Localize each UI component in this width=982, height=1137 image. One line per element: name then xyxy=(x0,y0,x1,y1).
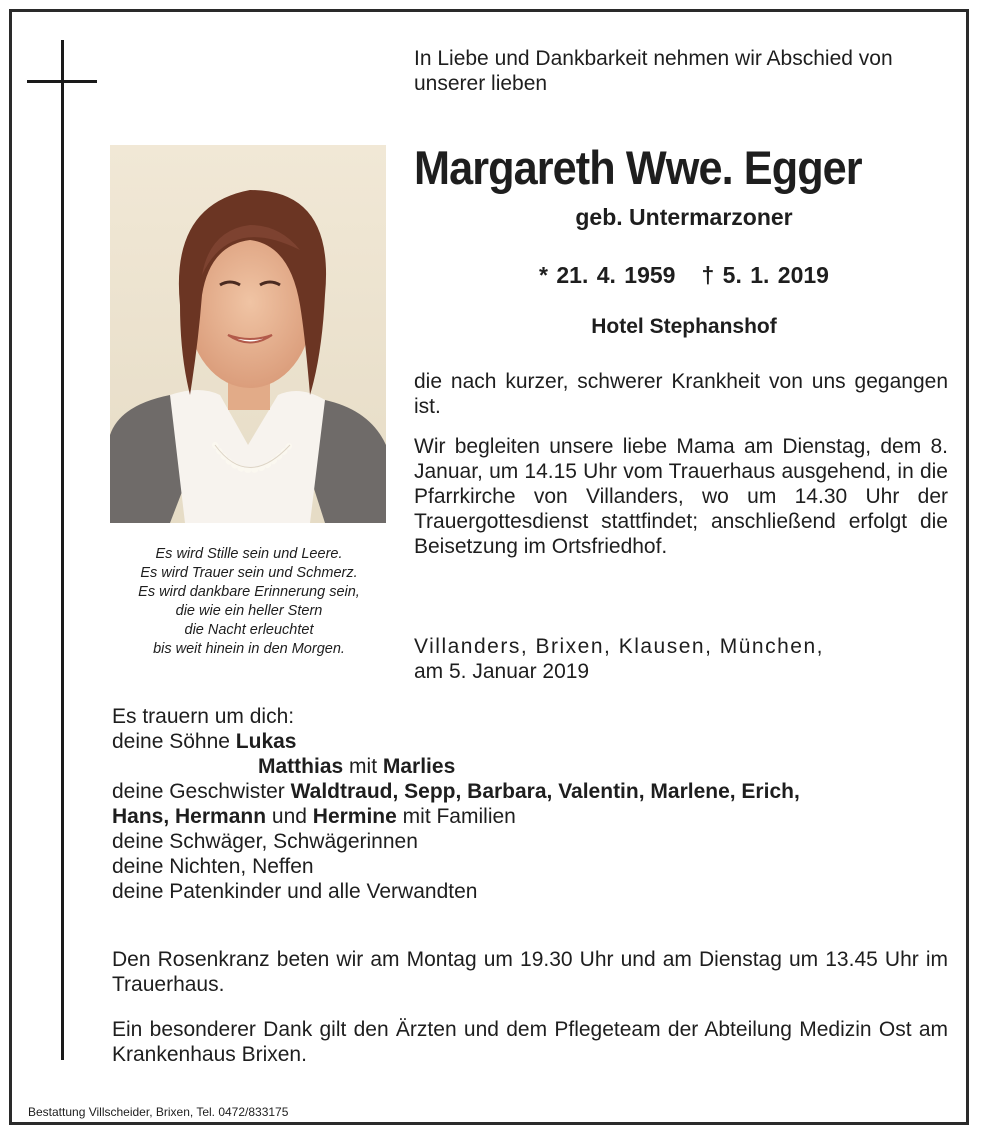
birth-date: * 21. 4. 1959 xyxy=(539,262,676,288)
intro-text: In Liebe und Dankbarkeit nehmen wir Abschied von unserer lieben xyxy=(414,47,893,95)
portrait-photo xyxy=(110,145,386,523)
place-line: Villanders, Brixen, Klausen, München, xyxy=(414,635,824,658)
place-date xyxy=(414,634,948,684)
hotel-name: Hotel Stephanshof xyxy=(591,315,777,338)
mourners-siblings-cont: Hans, Hermann und Hermine mit Familien xyxy=(112,805,516,828)
maiden-name: geb. Untermarzoner xyxy=(575,204,793,230)
mourners-heading: Es trauern um dich: xyxy=(112,705,295,728)
poem-line: bis weit hinein in den Morgen. xyxy=(153,641,345,657)
mourners-nieces: deine Nichten, Neffen xyxy=(112,855,314,878)
poem-line: die wie ein heller Stern xyxy=(175,603,323,619)
portrait-image xyxy=(110,145,386,523)
mourners-godchildren: deine Patenkinder und alle Verwandten xyxy=(112,880,478,903)
poem xyxy=(102,545,396,659)
poem-line: Es wird dankbare Erinnerung sein, xyxy=(138,584,360,600)
deceased-name: Margareth Wwe. Egger xyxy=(414,141,862,194)
rosary-text: Den Rosenkranz beten wir am Montag um 19.30 Uhr und am Dienstag um 13.45 Uhr im Trauerhaus. xyxy=(112,948,948,996)
mourners-list xyxy=(112,704,962,904)
mourners-sons: deine Söhne Lukas xyxy=(112,730,297,753)
poem-line: die Nacht erleuchtet xyxy=(184,622,314,638)
thanks-text: Ein besonderer Dank gilt den Ärzten und dem Pflegeteam der Abteilung Medizin Ost am Krankenhaus Brixen. xyxy=(112,1018,948,1066)
passing-text: die nach kurzer, schwerer Krankheit von uns gegangen ist. xyxy=(414,370,948,418)
poem-line: Es wird Trauer sein und Schmerz. xyxy=(140,565,358,581)
death-date: † 5. 1. 2019 xyxy=(701,262,829,288)
funeral-details: Wir begleiten unsere liebe Mama am Dienstag, dem 8. Januar, um 14.15 Uhr vom Trauerhaus ausgehend, in die Pfarrkirche von Villanders, wo um 14.30 Uhr der Trauergottesdienst stattfindet; anschließend erfolgt die Beisetzung im Ortsfriedhof. xyxy=(414,435,948,558)
funeral-home-footer: Bestattung Villscheider, Brixen, Tel. 0472/833175 xyxy=(28,1105,289,1119)
mourners-son2: Matthias mit Marlies xyxy=(258,755,456,778)
life-dates xyxy=(414,260,954,290)
mourners-inlaws: deine Schwäger, Schwägerinnen xyxy=(112,830,418,853)
mourners-siblings: deine Geschwister Waldtraud, Sepp, Barbara, Valentin, Marlene, Erich, xyxy=(112,780,800,803)
poem-line: Es wird Stille sein und Leere. xyxy=(155,546,343,562)
date-line: am 5. Januar 2019 xyxy=(414,660,590,683)
cross-icon-vertical xyxy=(61,40,64,1060)
cross-icon-horizontal xyxy=(27,80,97,83)
